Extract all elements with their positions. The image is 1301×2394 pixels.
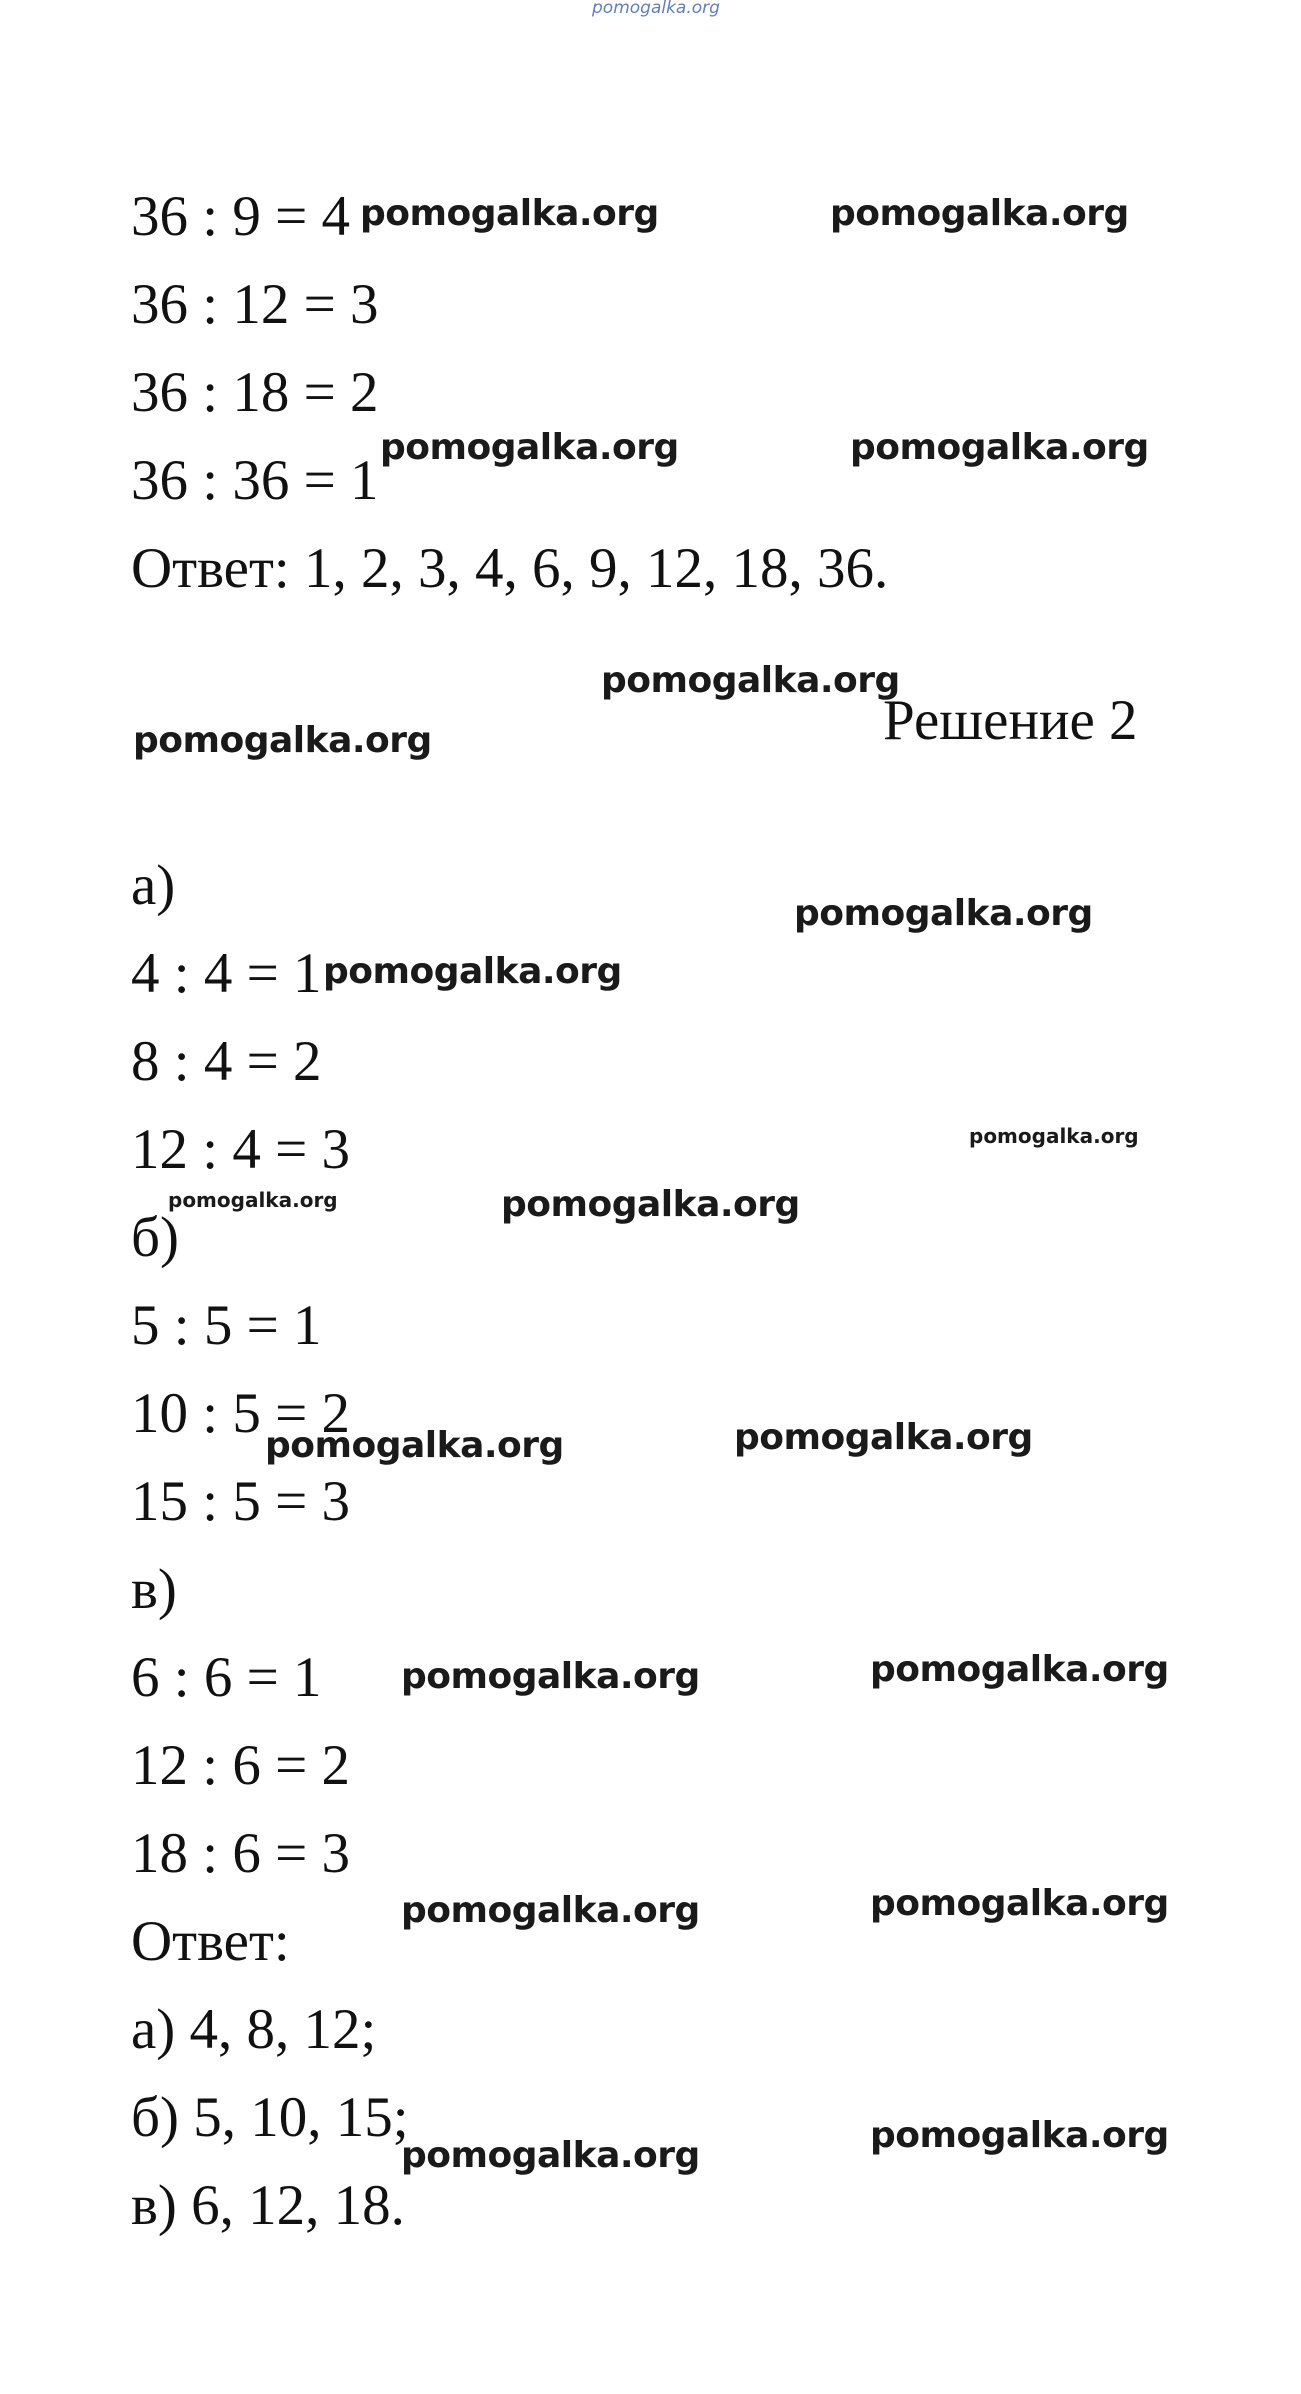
equation-line: 6 : 6 = 1 (131, 1646, 322, 1709)
watermark: pomogalka.org (401, 1656, 700, 1697)
answer-line: б) 5, 10, 15; (131, 2086, 409, 2149)
watermark: pomogalka.org (870, 1883, 1169, 1924)
watermark: pomogalka.org (401, 2135, 700, 2176)
watermark: pomogalka.org (380, 427, 679, 468)
equation-line: 10 : 5 = 2 (131, 1382, 350, 1445)
answer-line: Ответ: 1, 2, 3, 4, 6, 9, 12, 18, 36. (131, 537, 889, 600)
watermark: pomogalka.org (850, 427, 1149, 468)
answer-line: в) 6, 12, 18. (131, 2174, 405, 2237)
watermark: pomogalka.org (734, 1417, 1033, 1458)
watermark: pomogalka.org (401, 1890, 700, 1931)
solution-heading: Решение 2 (883, 689, 1138, 752)
watermark: pomogalka.org (133, 720, 432, 761)
watermark: pomogalka.org (969, 1124, 1139, 1148)
equation-line: 18 : 6 = 3 (131, 1822, 350, 1885)
equation-line: 12 : 6 = 2 (131, 1734, 350, 1797)
equation-line: 36 : 9 = 4 (131, 185, 350, 248)
equation-line: 8 : 4 = 2 (131, 1030, 322, 1093)
watermark: pomogalka.org (265, 1425, 564, 1466)
subpart-label: б) (131, 1206, 179, 1269)
watermark: pomogalka.org (323, 951, 622, 992)
equation-line: 5 : 5 = 1 (131, 1294, 322, 1357)
watermark: pomogalka.org (830, 193, 1129, 234)
watermark: pomogalka.org (168, 1188, 338, 1212)
equation-line: 4 : 4 = 1 (131, 942, 322, 1005)
watermark: pomogalka.org (794, 893, 1093, 934)
top-site-watermark: pomogalka.org (592, 0, 720, 18)
equation-line: 36 : 36 = 1 (131, 449, 379, 512)
watermark: pomogalka.org (870, 2115, 1169, 2156)
equation-line: 36 : 18 = 2 (131, 361, 379, 424)
equation-line: 36 : 12 = 3 (131, 273, 379, 336)
subpart-label: в) (131, 1558, 177, 1621)
answer-label: Ответ: (131, 1910, 290, 1973)
subpart-label: а) (131, 854, 176, 917)
equation-line: 12 : 4 = 3 (131, 1118, 350, 1181)
answer-line: а) 4, 8, 12; (131, 1998, 377, 2061)
watermark: pomogalka.org (601, 660, 900, 701)
watermark: pomogalka.org (870, 1649, 1169, 1690)
watermark: pomogalka.org (360, 193, 659, 234)
watermark: pomogalka.org (501, 1184, 800, 1225)
equation-line: 15 : 5 = 3 (131, 1470, 350, 1533)
